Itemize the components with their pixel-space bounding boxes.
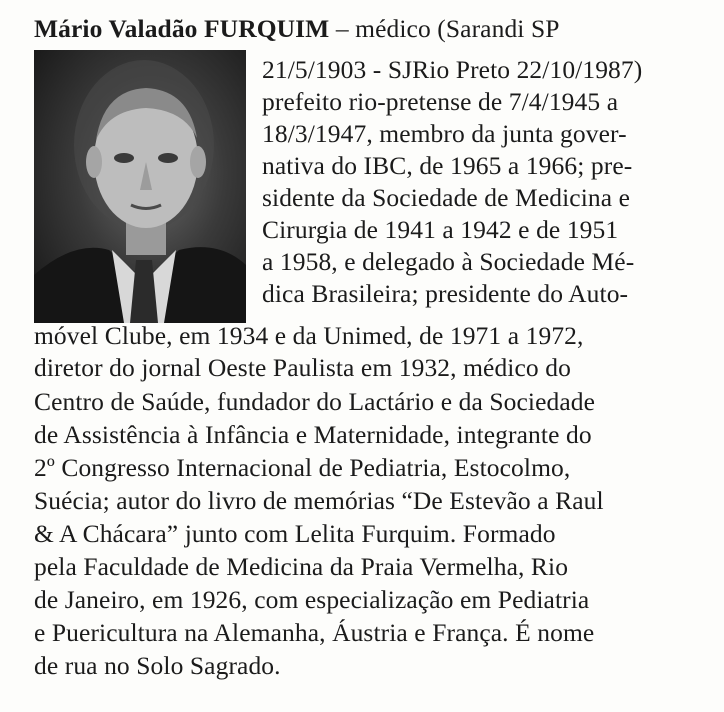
text-line-6: sidente da Sociedade de Medicina e — [262, 183, 631, 212]
text-line-4: 18/3/1947, membro da junta gover- — [262, 119, 627, 148]
text-line-13: de Assistência à Infância e Maternidade, integrante do — [34, 420, 592, 449]
portrait-illustration — [34, 50, 246, 323]
text-line-10: móvel Clube, em 1934 e da Unimed, de 1971 a 1972, — [34, 321, 584, 350]
text-line-16: & A Chácara” junto com Lelita Furquim. Formado — [34, 519, 556, 548]
text-line-20: de rua no Solo Sagrado. — [34, 651, 281, 680]
text-line-1: médico (Sarandi SP — [355, 14, 560, 43]
entry-dash: – — [329, 14, 356, 43]
text-line-18: de Janeiro, em 1926, com especialização em Pediatria — [34, 585, 590, 614]
text-line-5: nativa do IBC, de 1965 a 1966; pre- — [262, 151, 633, 180]
text-line-17: pela Faculdade de Medicina da Praia Vermelha, Rio — [34, 552, 569, 581]
text-line-7: Cirurgia de 1941 a 1942 e de 1951 — [262, 215, 619, 244]
text-line-2: 21/5/1903 - SJRio Preto 22/10/1987) — [262, 55, 643, 84]
text-line-12: Centro de Saúde, fundador do Lactário e da Sociedade — [34, 387, 596, 416]
entry-heading-line — [34, 14, 560, 44]
text-line-3: prefeito rio-pretense de 7/4/1945 a — [262, 87, 619, 116]
text-line-9: dica Brasileira; presidente do Auto- — [262, 279, 629, 308]
entry-name: Mário Valadão FURQUIM — [34, 14, 330, 43]
portrait-photo — [34, 50, 246, 323]
text-line-19: e Puericultura na Alemanha, Áustria e França. É nome — [34, 618, 595, 647]
text-line-15: Suécia; autor do livro de memórias “De Estevão a Raul — [34, 486, 604, 515]
text-line-11: diretor do jornal Oeste Paulista em 1932, médico do — [34, 353, 571, 382]
text-line-14: 2º Congresso Internacional de Pediatria, Estocolmo, — [34, 453, 571, 482]
text-line-8: a 1958, e delegado à Sociedade Mé- — [262, 247, 635, 276]
